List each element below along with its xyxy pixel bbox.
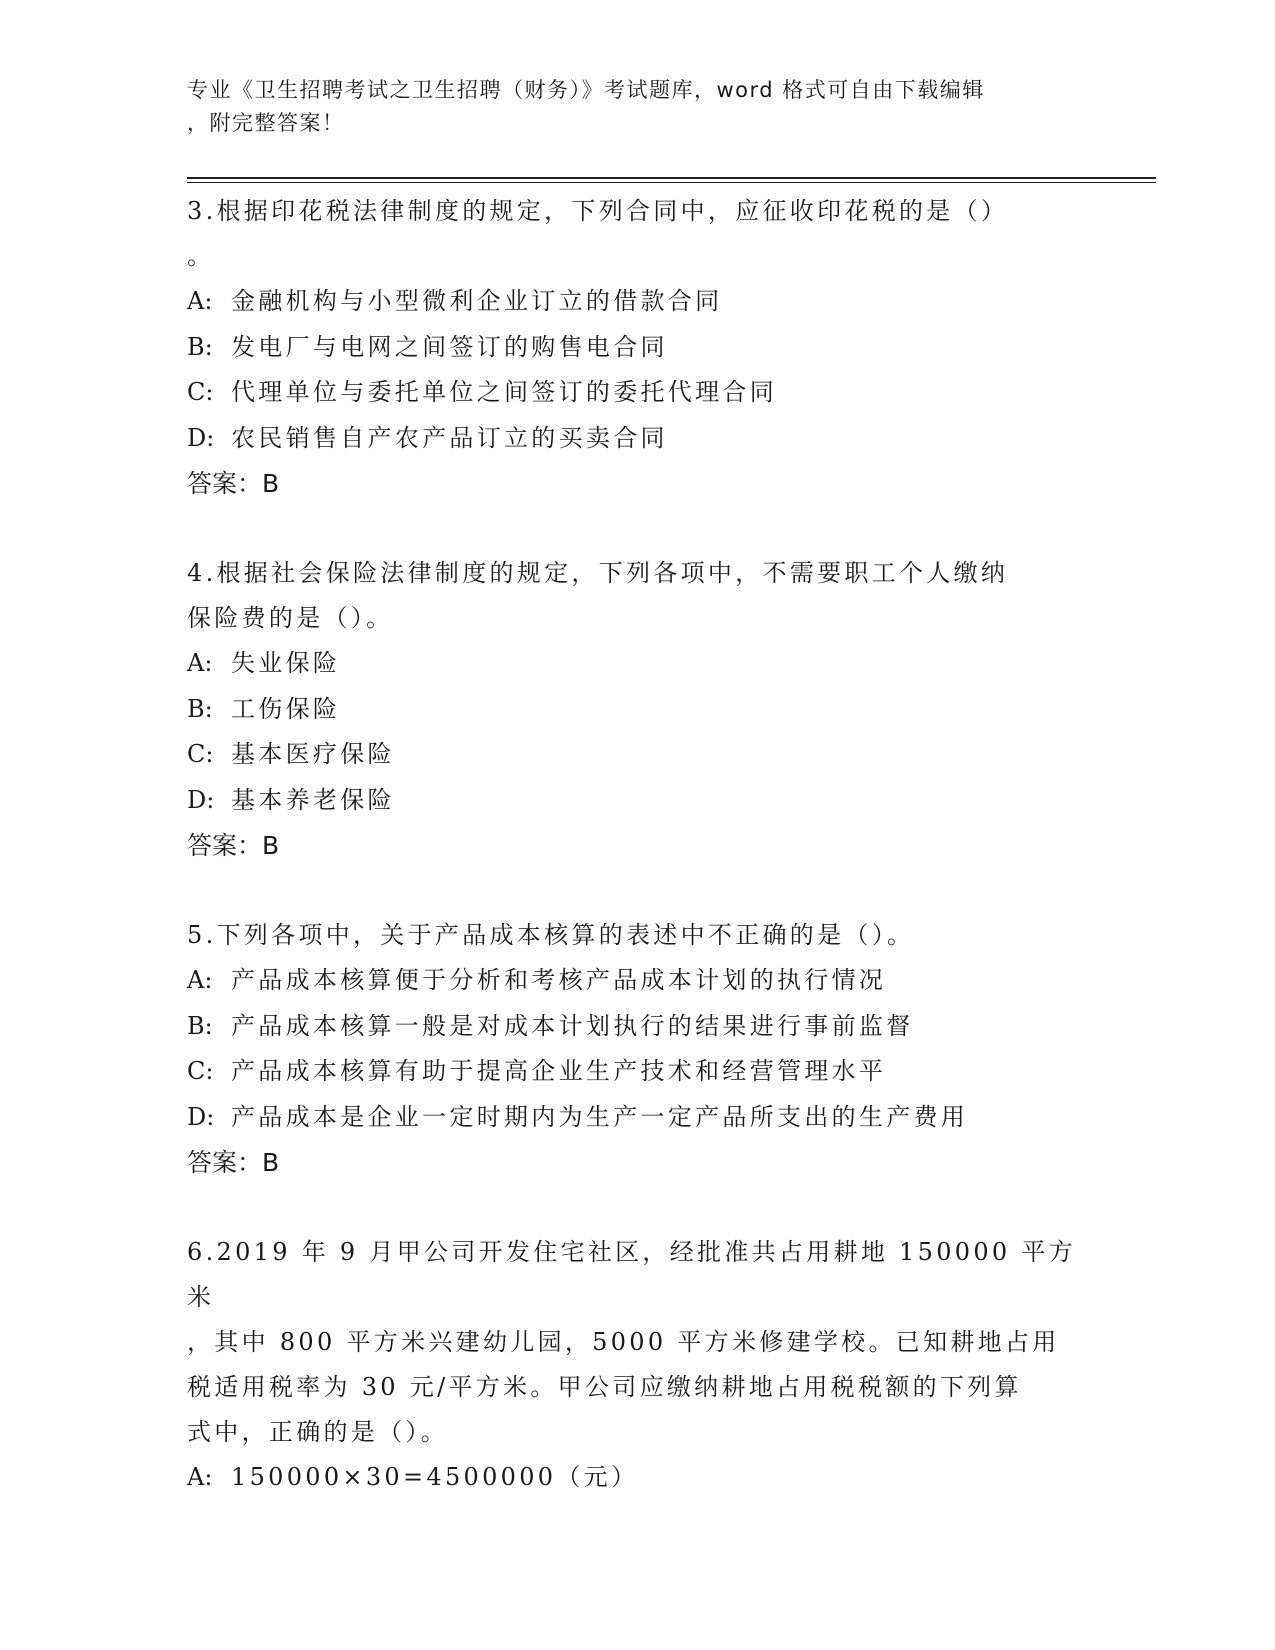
option-letter: A: [187,649,213,677]
option-text: 产品成本核算便于分析和考核产品成本计划的执行情况 [231,966,887,994]
option-letter: D: [187,1102,215,1131]
option-text: 金融机构与小型微利企业订立的借款合同 [231,287,723,315]
option-text: 基本医疗保险 [231,740,395,768]
question-spacer [187,1186,1087,1230]
question-stem-line: ，其中 800 平方米兴建幼儿园，5000 平方米修建学校。已知耕地占用 [187,1328,1060,1356]
header-line-2: ，附完整答案！ [187,111,345,135]
question-stem-line: 3.根据印花税法律制度的规定，下列合同中，应征收印花税的是（） [187,197,1009,225]
option-letter: A: [187,966,213,994]
option-b [187,687,1087,733]
answer-line: 答案：B [187,469,280,498]
question-4 [187,551,1087,869]
question-stem-line: 式中，正确的是（）。 [187,1418,448,1446]
question-spacer [187,869,1087,913]
option-b [187,325,1087,371]
option-text: 产品成本是企业一定时期内为生产一定产品所支出的生产费用 [231,1102,969,1131]
option-c [187,370,1087,416]
option-letter: B: [187,694,213,723]
question-spacer [187,507,1087,551]
option-letter: A: [187,1463,213,1491]
option-text: 产品成本核算有助于提高企业生产技术和经营管理水平 [231,1057,887,1085]
option-text: 失业保险 [231,649,341,677]
option-text: 代理单位与委托单位之间签订的委托代理合同 [231,378,777,406]
question-stem-line: 4.根据社会保险法律制度的规定，下列各项中，不需要职工个人缴纳 [187,559,1009,587]
question-stem-line: 6.2019 年 9 月甲公司开发住宅社区，经批准共占用耕地 150000 平方米 [187,1238,1077,1311]
option-d [187,778,1087,824]
document-header [187,74,1087,140]
option-letter: C: [187,740,214,768]
option-letter: B: [187,1011,213,1040]
option-letter: B: [187,332,213,361]
header-divider-thick [187,177,1156,179]
option-letter: A: [187,287,213,315]
question-stem-line: 。 [187,242,215,270]
option-letter: D: [187,785,215,814]
option-text: 工伤保险 [231,694,341,723]
question-3 [187,189,1087,507]
option-letter: D: [187,423,215,452]
option-c [187,732,1087,778]
option-text: 基本养老保险 [231,785,395,814]
option-d [187,1095,1087,1141]
question-stem-line: 保险费的是（）。 [187,604,394,632]
option-text: 150000×30=4500000（元） [231,1463,639,1491]
option-d [187,416,1087,462]
option-a [187,641,1087,687]
option-a [187,279,1087,325]
question-stem-line: 5.下列各项中，关于产品成本核算的表述中不正确的是（）。 [187,921,915,949]
question-5 [187,913,1087,1186]
header-line-1: 专业《卫生招聘考试之卫生招聘（财务）》考试题库，word 格式可自由下载编辑 [187,78,985,102]
question-list [187,189,1087,1501]
header-divider-thin [187,182,1156,183]
option-c [187,1049,1087,1095]
option-a [187,1455,1087,1501]
option-text: 产品成本核算一般是对成本计划执行的结果进行事前监督 [231,1011,914,1040]
answer-line: 答案：B [187,831,280,860]
question-stem-line: 税适用税率为 30 元/平方米。甲公司应缴纳耕地占用税税额的下列算 [187,1373,1022,1401]
option-letter: C: [187,1057,214,1085]
option-a [187,958,1087,1004]
option-text: 发电厂与电网之间签订的购售电合同 [231,332,668,361]
option-b [187,1004,1087,1050]
answer-line: 答案：B [187,1148,280,1177]
option-text: 农民销售自产农产品订立的买卖合同 [231,423,668,452]
option-letter: C: [187,378,214,406]
question-6 [187,1230,1087,1501]
